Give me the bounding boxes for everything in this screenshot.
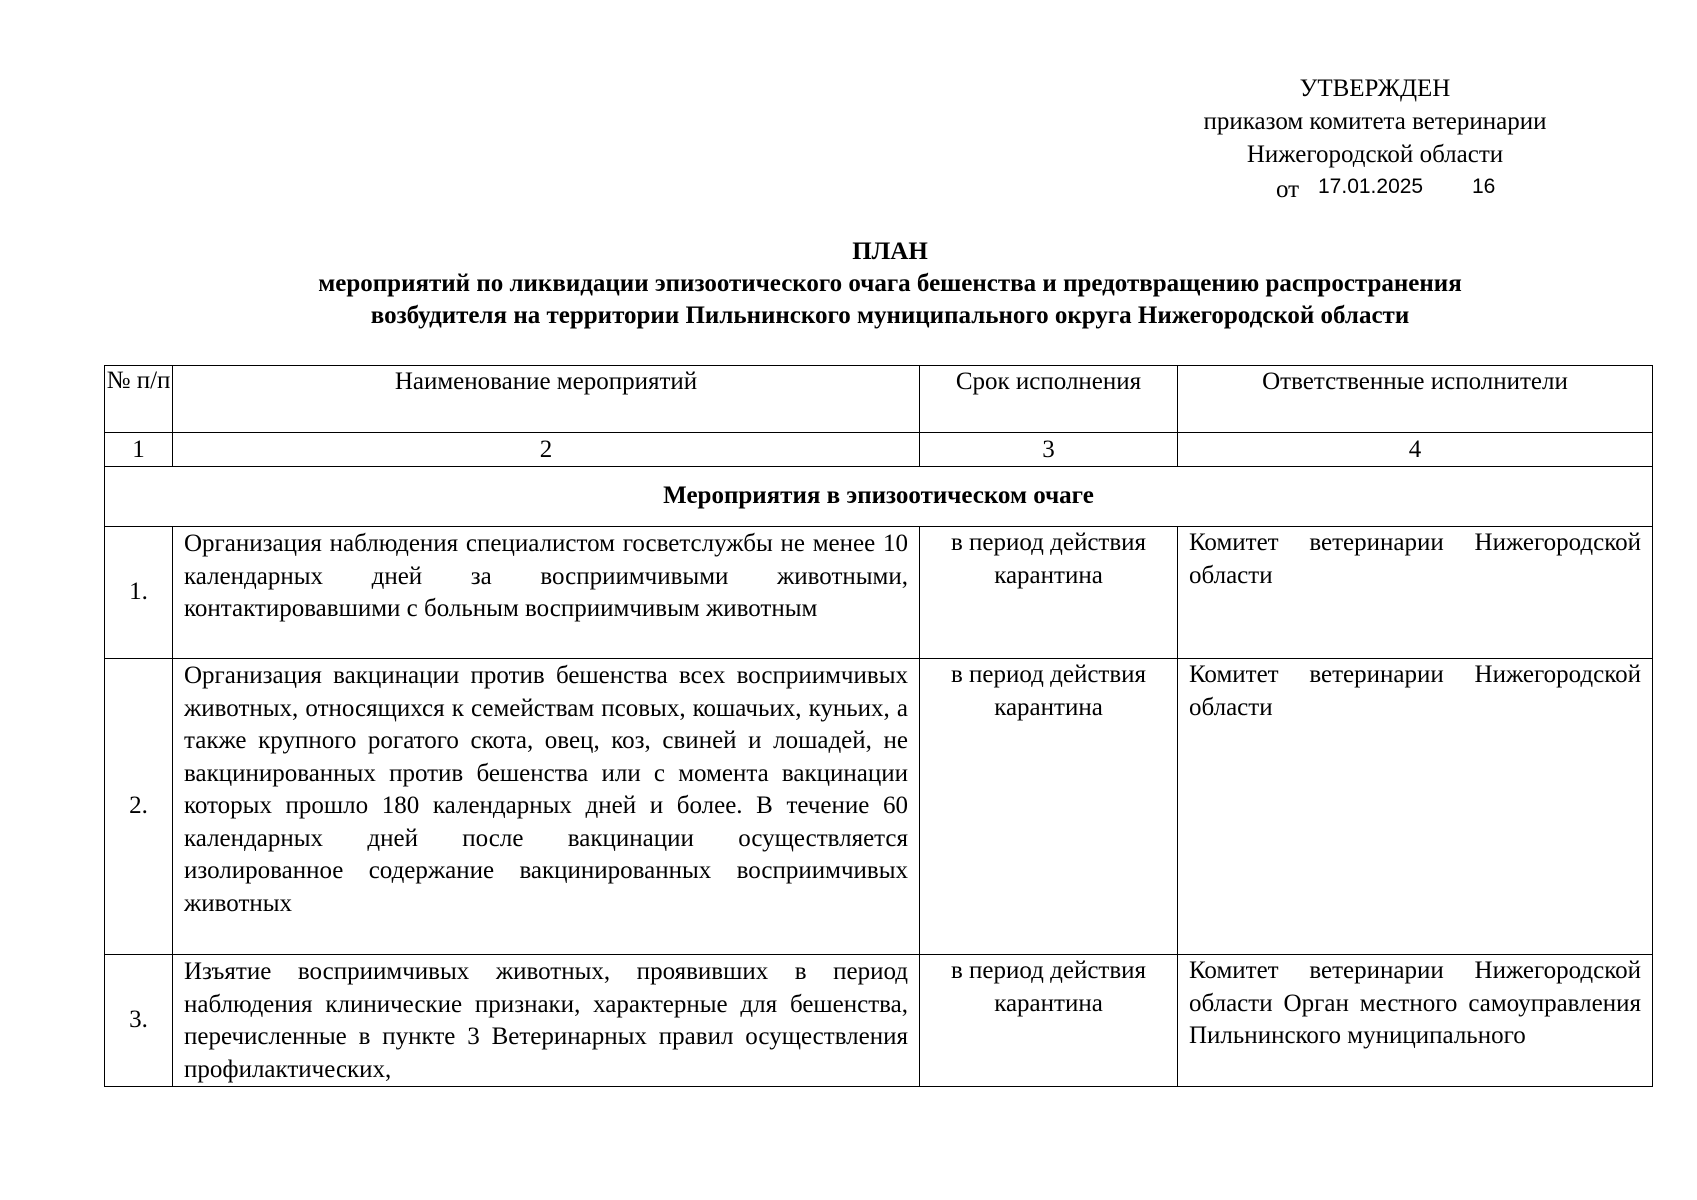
row-number: 3.	[105, 955, 173, 1087]
row-activity: Организация вакцинации против бешенства всех восприимчивых животных, относящихся к семействам псовых, кошачьих, куньих, а также крупного рогатого скота, овец, коз, свиней и лошадей, не вакцинированных против бешенства или с момента вакцинации которых прошло 180 календарных дней и более. В течение 60 календарных дней после вакцинации осуществляется изолированное содержание вакцинированных восприимчивых животных	[173, 659, 920, 955]
row-activity	[173, 955, 920, 1087]
table-row	[105, 955, 1653, 1087]
approval-region-line: Нижегородской области	[1246, 141, 1504, 168]
column-number-row	[105, 433, 1653, 467]
column-number: 3	[920, 433, 1178, 467]
table-header-row	[105, 366, 1653, 433]
table-row	[105, 527, 1653, 659]
row-term: в период действия карантина	[920, 527, 1178, 659]
row-number: 1.	[105, 527, 173, 659]
row-responsible: Комитет ветеринарии Нижегородской области	[1178, 527, 1653, 659]
row-activity: Организация наблюдения специалистом госветслужбы не менее 10 календарных дней за восприимчивыми животными, контактировавшими с больным восприимчивым животным	[173, 527, 920, 659]
approval-number: 16	[1472, 175, 1496, 198]
approval-date-line	[1150, 171, 1600, 204]
header-name: Наименование мероприятий	[173, 366, 920, 433]
row-responsible	[1178, 955, 1653, 1087]
plan-title: ПЛАН	[852, 238, 928, 265]
plan-header	[120, 236, 1660, 332]
row-responsible: Комитет ветеринарии Нижегородской области	[1178, 659, 1653, 955]
header-term: Срок исполнения	[920, 366, 1178, 433]
approval-title: УТВЕРЖДЕН	[1299, 75, 1451, 102]
row-number: 2.	[105, 659, 173, 955]
column-number: 4	[1178, 433, 1653, 467]
plan-table	[104, 365, 1653, 1087]
approval-from-label: от	[1276, 176, 1300, 203]
row-activity-text: Изъятие восприимчивых животных, проявивших в период наблюдения клинические признаки, характерные для бешенства, перечисленные в пункте 3 Ветеринарных правил осуществления профилактических,	[184, 958, 908, 1083]
column-number: 1	[105, 433, 173, 467]
section-title: Мероприятия в эпизоотическом очаге	[105, 467, 1653, 527]
row-term: в период действия карантина	[920, 659, 1178, 955]
approval-date: 17.01.2025	[1318, 175, 1424, 198]
table-row	[105, 659, 1653, 955]
column-number: 2	[173, 433, 920, 467]
header-responsible: Ответственные исполнители	[1178, 366, 1653, 433]
plan-subtitle-line2: возбудителя на территории Пильнинского муниципального округа Нижегородской области	[370, 302, 1410, 329]
approval-stamp	[1150, 72, 1600, 204]
row-term: в период действия карантина	[920, 955, 1178, 1087]
approval-order-line: приказом комитета ветеринарии	[1203, 108, 1547, 135]
header-num: № п/п	[105, 366, 173, 433]
row-responsible-text: Комитет ветеринарии Нижегородской области Орган местного самоуправления Пильнинского муниципального	[1189, 957, 1641, 1049]
section-row	[105, 467, 1653, 527]
plan-subtitle-line1: мероприятий по ликвидации эпизоотического очага бешенства и предотвращению распространения	[318, 270, 1462, 297]
